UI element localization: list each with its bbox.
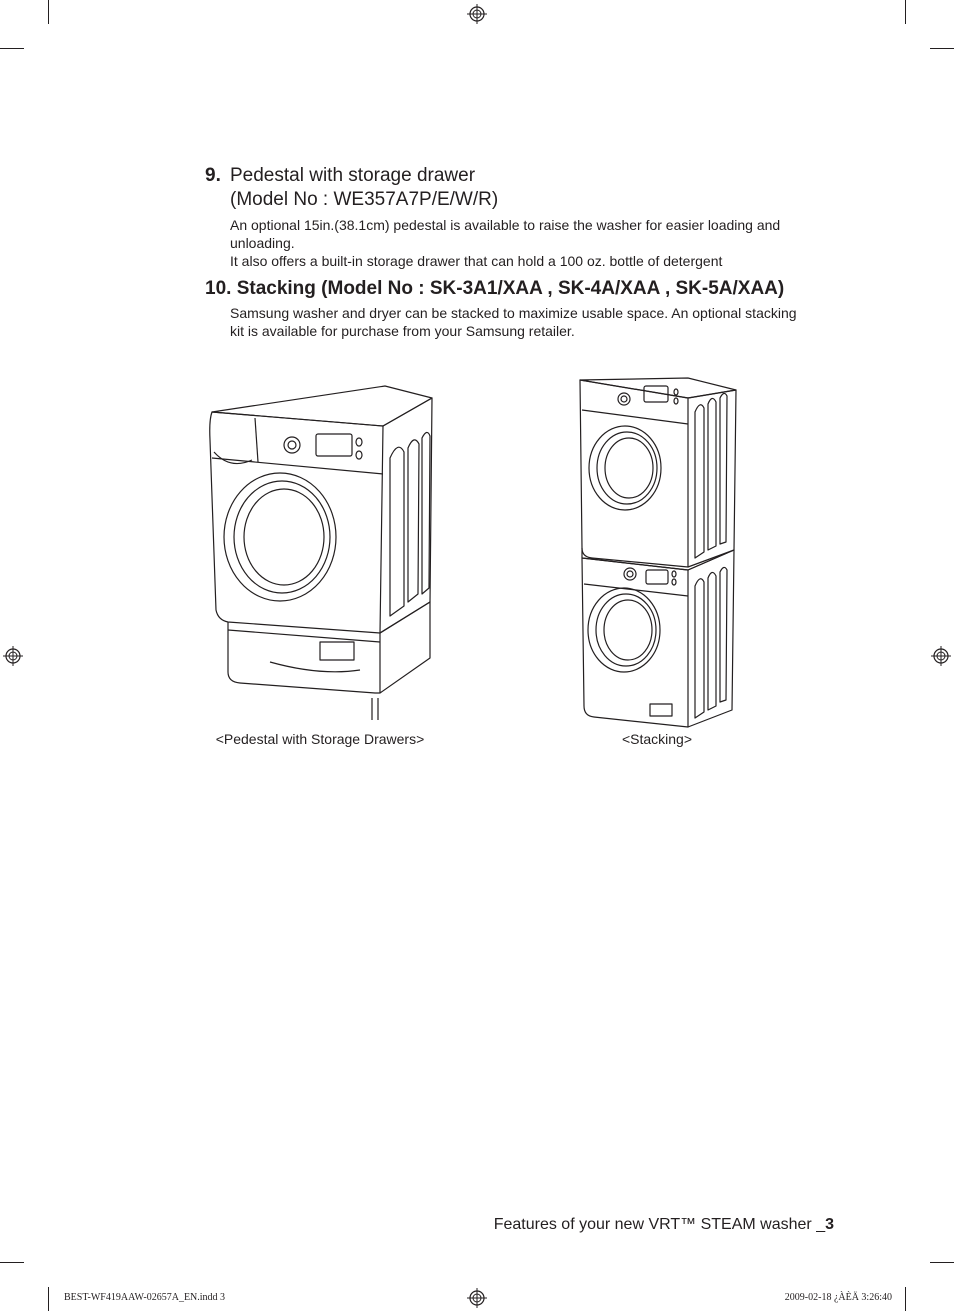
page-footer — [494, 1216, 834, 1234]
footer-text: Features of your new VRT™ STEAM washer _ — [493, 1216, 826, 1233]
section-9-body-line3: It also offers a built-in storage drawer that can hold a 100 oz. bottle of detergent — [230, 253, 723, 269]
pedestal-caption: <Pedestal with Storage Drawers> — [215, 731, 425, 747]
crop-mark — [905, 0, 906, 24]
page-number: 3 — [825, 1216, 834, 1233]
registration-mark-icon — [3, 646, 23, 666]
crop-mark — [905, 1287, 906, 1311]
registration-mark-icon — [467, 4, 487, 24]
pedestal-washer-illustration — [200, 380, 440, 720]
section-9-body-line2: unloading. — [230, 235, 295, 251]
registration-mark-icon — [467, 1288, 487, 1308]
section-10-body-line2: kit is available for purchase from your Samsung retailer. — [230, 323, 575, 339]
section-9-number: 9. — [205, 165, 221, 186]
stacking-caption: <Stacking> — [621, 731, 693, 747]
crop-mark — [0, 48, 24, 49]
section-9-model: (Model No : WE357A7P/E/W/R) — [230, 189, 499, 210]
slug-date: 2009-02-18 ¿ÀÈÄ 3:26:40 — [784, 1292, 892, 1303]
stacked-washer-dryer-illustration — [570, 372, 745, 732]
slug-file: BEST-WF419AAW-02657A_EN.indd 3 — [64, 1292, 226, 1303]
section-9-body-line1: An optional 15in.(38.1cm) pedestal is available to raise the washer for easier loading and — [230, 217, 781, 233]
crop-mark — [930, 48, 954, 49]
registration-mark-icon — [931, 646, 951, 666]
crop-mark — [48, 1287, 49, 1311]
crop-mark — [930, 1262, 954, 1263]
section-10-body-line1: Samsung washer and dryer can be stacked to maximize usable space. An optional stacking — [230, 305, 797, 321]
section-9-title: Pedestal with storage drawer — [230, 165, 476, 186]
crop-mark — [48, 0, 49, 24]
section-10-title: 10. Stacking (Model No : SK-3A1/XAA , SK-4A/XAA , SK-5A/XAA) — [205, 278, 785, 299]
crop-mark — [0, 1262, 24, 1263]
